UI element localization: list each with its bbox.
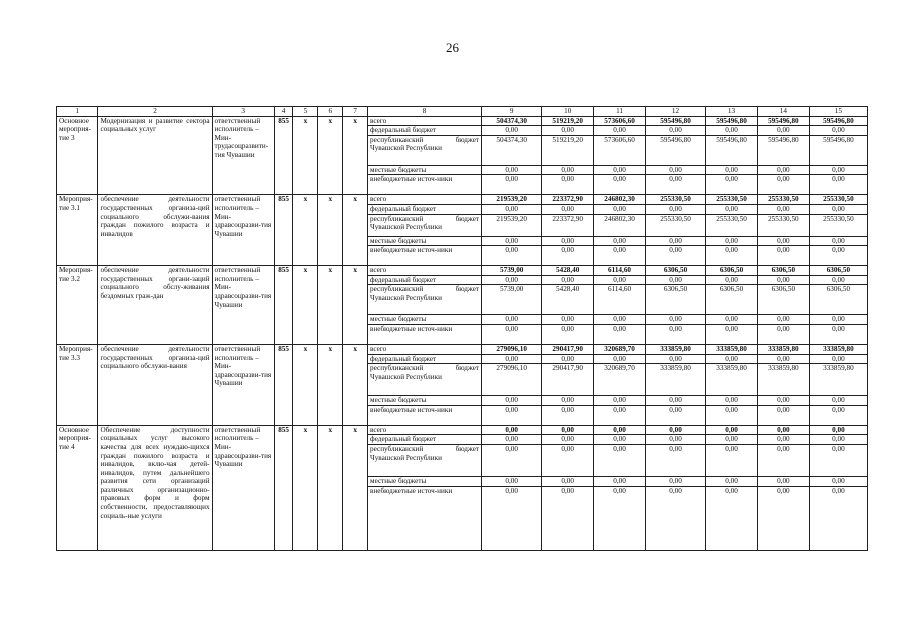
- value-cell: 333859,80: [757, 344, 809, 354]
- value-cell: 0,00: [757, 354, 809, 364]
- value-cell: 0,00: [706, 444, 758, 476]
- value-cell: 0,00: [542, 315, 594, 325]
- code-col-6: х: [318, 195, 343, 266]
- value-cell: 0,00: [542, 175, 594, 195]
- event-code: Мероприя-тие 3.3: [57, 344, 98, 425]
- value-cell: 0,00: [757, 476, 809, 486]
- event-code: Мероприя-тие 3.2: [57, 266, 98, 345]
- value-cell: 6306,50: [706, 266, 758, 276]
- header-cell-5: 5: [293, 107, 318, 117]
- value-cell: 0,00: [645, 175, 705, 195]
- value-cell: 290417,90: [542, 344, 594, 354]
- value-cell: 0,00: [542, 405, 594, 425]
- value-cell: 0,00: [482, 315, 542, 325]
- funding-source: республиканский бюджет Чувашской Республики: [368, 444, 482, 476]
- value-cell: 5428,40: [542, 285, 594, 315]
- value-cell: 0,00: [809, 396, 867, 406]
- funding-source: местные бюджеты: [368, 236, 482, 246]
- value-cell: 5739,00: [482, 285, 542, 315]
- funding-source: внебюджетные источ-ники: [368, 486, 482, 550]
- value-cell: 0,00: [645, 236, 705, 246]
- value-cell: 0,00: [757, 324, 809, 344]
- value-cell: 0,00: [542, 236, 594, 246]
- value-cell: 0,00: [594, 246, 646, 266]
- code-col-7: х: [343, 195, 368, 266]
- funding-source: федеральный бюджет: [368, 354, 482, 364]
- value-cell: 0,00: [809, 354, 867, 364]
- value-cell: 0,00: [757, 126, 809, 136]
- value-cell: 0,00: [482, 486, 542, 550]
- value-cell: 0,00: [809, 236, 867, 246]
- value-cell: 0,00: [594, 476, 646, 486]
- value-cell: 0,00: [645, 126, 705, 136]
- value-cell: 0,00: [706, 204, 758, 214]
- header-cell-2: 2: [98, 107, 212, 117]
- value-cell: 0,00: [482, 246, 542, 266]
- value-cell: 0,00: [645, 486, 705, 550]
- value-cell: 0,00: [706, 275, 758, 285]
- funding-source: всего: [368, 344, 482, 354]
- value-cell: 5739,00: [482, 266, 542, 276]
- value-cell: 0,00: [757, 435, 809, 445]
- value-cell: 0,00: [482, 425, 542, 435]
- value-cell: 0,00: [594, 425, 646, 435]
- value-cell: 504374,30: [482, 135, 542, 165]
- value-cell: 0,00: [706, 315, 758, 325]
- value-cell: 0,00: [482, 165, 542, 175]
- header-cell-6: 6: [318, 107, 343, 117]
- value-cell: 6306,50: [809, 285, 867, 315]
- table-row: [57, 425, 868, 435]
- header-cell-10: 10: [542, 107, 594, 117]
- value-cell: 595496,80: [757, 116, 809, 126]
- value-cell: 0,00: [757, 204, 809, 214]
- event-code: Основное мероприя-тие 4: [57, 425, 98, 550]
- header-row: [57, 107, 868, 117]
- value-cell: 0,00: [645, 165, 705, 175]
- value-cell: 255330,50: [757, 214, 809, 236]
- value-cell: 6306,50: [757, 266, 809, 276]
- value-cell: 333859,80: [706, 344, 758, 354]
- funding-source: местные бюджеты: [368, 165, 482, 175]
- event-name: обеспечение деятельности государственных организа-ций социального обслужи-вания граждан пожилого возраста и инвалидов: [98, 195, 212, 266]
- value-cell: 6306,50: [645, 266, 705, 276]
- value-cell: 0,00: [809, 204, 867, 214]
- budget-code: 855: [274, 266, 293, 345]
- value-cell: 0,00: [542, 444, 594, 476]
- value-cell: 0,00: [594, 275, 646, 285]
- value-cell: 519219,20: [542, 116, 594, 126]
- funding-source: республиканский бюджет Чувашской Республики: [368, 364, 482, 396]
- value-cell: 0,00: [594, 315, 646, 325]
- value-cell: 0,00: [482, 204, 542, 214]
- executor: ответственный исполнитель – Мин-здравсоцразви-тия Чувашии: [212, 344, 274, 425]
- code-col-7: х: [343, 116, 368, 195]
- value-cell: 0,00: [809, 175, 867, 195]
- table-row: [57, 344, 868, 354]
- executor: ответственный исполнитель – Мин-здравсоцразви-тия Чувашии: [212, 195, 274, 266]
- table-row: [57, 116, 868, 126]
- value-cell: 255330,50: [706, 214, 758, 236]
- value-cell: 0,00: [809, 444, 867, 476]
- header-cell-9: 9: [482, 107, 542, 117]
- value-cell: 255330,50: [706, 195, 758, 205]
- value-cell: 6114,60: [594, 285, 646, 315]
- value-cell: 0,00: [542, 476, 594, 486]
- value-cell: 0,00: [645, 354, 705, 364]
- value-cell: 0,00: [645, 444, 705, 476]
- value-cell: 0,00: [594, 435, 646, 445]
- value-cell: 0,00: [542, 275, 594, 285]
- funding-source: внебюджетные источ-ники: [368, 405, 482, 425]
- value-cell: 6306,50: [645, 285, 705, 315]
- value-cell: 0,00: [809, 405, 867, 425]
- code-col-7: х: [343, 425, 368, 550]
- header-cell-14: 14: [757, 107, 809, 117]
- value-cell: 0,00: [482, 405, 542, 425]
- value-cell: 0,00: [645, 204, 705, 214]
- value-cell: 0,00: [542, 354, 594, 364]
- value-cell: 0,00: [757, 175, 809, 195]
- value-cell: 0,00: [645, 246, 705, 266]
- value-cell: 0,00: [542, 246, 594, 266]
- value-cell: 0,00: [594, 165, 646, 175]
- value-cell: 595496,80: [706, 116, 758, 126]
- funding-source: внебюджетные источ-ники: [368, 324, 482, 344]
- event-name: Обеспечение доступности социальных услуг высокого качества для всех нуждаю-щихся граждан пожилого возраста и инвалидов, вклю-чая детей-инвалидов, путем дальнейшего развития сети организаций различных организационно-правовых форм и форм собственности, предоставляющих социаль-ные услуги: [98, 425, 212, 550]
- value-cell: 0,00: [809, 246, 867, 266]
- value-cell: 0,00: [594, 236, 646, 246]
- value-cell: 255330,50: [645, 214, 705, 236]
- value-cell: 519219,20: [542, 135, 594, 165]
- value-cell: 219539,20: [482, 214, 542, 236]
- executor: ответственный исполнитель – Мин-здравсоцразви-тия Чувашии: [212, 425, 274, 550]
- value-cell: 0,00: [706, 405, 758, 425]
- code-col-5: х: [293, 195, 318, 266]
- header-cell-4: 4: [274, 107, 293, 117]
- value-cell: 255330,50: [645, 195, 705, 205]
- value-cell: 504374,30: [482, 116, 542, 126]
- value-cell: 333859,80: [706, 364, 758, 396]
- value-cell: 6306,50: [706, 285, 758, 315]
- value-cell: 0,00: [594, 405, 646, 425]
- value-cell: 0,00: [542, 396, 594, 406]
- event-name: обеспечение деятельности государственных органи-заций социального обслу-живания бездомных граж-дан: [98, 266, 212, 345]
- budget-code: 855: [274, 425, 293, 550]
- table-row: [57, 195, 868, 205]
- header-cell-13: 13: [706, 107, 758, 117]
- value-cell: 0,00: [594, 486, 646, 550]
- value-cell: 0,00: [706, 236, 758, 246]
- value-cell: 0,00: [542, 126, 594, 136]
- value-cell: 0,00: [757, 315, 809, 325]
- value-cell: 255330,50: [757, 195, 809, 205]
- value-cell: 0,00: [542, 486, 594, 550]
- code-col-6: х: [318, 344, 343, 425]
- value-cell: 0,00: [482, 175, 542, 195]
- value-cell: 0,00: [706, 246, 758, 266]
- value-cell: 320689,70: [594, 344, 646, 354]
- value-cell: 0,00: [645, 476, 705, 486]
- value-cell: 0,00: [809, 425, 867, 435]
- value-cell: 219539,20: [482, 195, 542, 205]
- code-col-6: х: [318, 266, 343, 345]
- budget-code: 855: [274, 344, 293, 425]
- funding-source: всего: [368, 195, 482, 205]
- value-cell: 0,00: [482, 275, 542, 285]
- value-cell: 0,00: [757, 486, 809, 550]
- value-cell: 595496,80: [809, 116, 867, 126]
- event-code: Мероприя-тие 3.1: [57, 195, 98, 266]
- funding-source: федеральный бюджет: [368, 435, 482, 445]
- value-cell: 0,00: [542, 425, 594, 435]
- value-cell: 0,00: [706, 354, 758, 364]
- value-cell: 6306,50: [809, 266, 867, 276]
- funding-source: федеральный бюджет: [368, 126, 482, 136]
- value-cell: 279096,10: [482, 344, 542, 354]
- value-cell: 0,00: [482, 444, 542, 476]
- value-cell: 333859,80: [757, 364, 809, 396]
- value-cell: 0,00: [542, 435, 594, 445]
- funding-source: всего: [368, 425, 482, 435]
- value-cell: 0,00: [809, 486, 867, 550]
- executor: ответственный исполнитель – Мин-трудасоцразвити-тия Чувашии: [212, 116, 274, 195]
- event-name: Модернизация и развитие сектора социальных услуг: [98, 116, 212, 195]
- value-cell: 0,00: [542, 165, 594, 175]
- page-number: 26: [446, 40, 459, 55]
- budget-code: 855: [274, 195, 293, 266]
- event-name: обеспечение деятельности государственных организа-ций социального обслужи-вания: [98, 344, 212, 425]
- value-cell: 0,00: [706, 476, 758, 486]
- code-col-5: х: [293, 344, 318, 425]
- value-cell: 0,00: [645, 275, 705, 285]
- code-col-7: х: [343, 266, 368, 345]
- value-cell: 0,00: [706, 435, 758, 445]
- value-cell: 0,00: [706, 396, 758, 406]
- value-cell: 0,00: [809, 435, 867, 445]
- funding-source: внебюджетные источ-ники: [368, 175, 482, 195]
- value-cell: 0,00: [594, 354, 646, 364]
- value-cell: 6306,50: [757, 285, 809, 315]
- value-cell: 0,00: [757, 275, 809, 285]
- header-cell-11: 11: [594, 107, 646, 117]
- value-cell: 333859,80: [645, 364, 705, 396]
- value-cell: 0,00: [757, 425, 809, 435]
- value-cell: 333859,80: [809, 364, 867, 396]
- value-cell: 0,00: [757, 444, 809, 476]
- value-cell: 0,00: [482, 435, 542, 445]
- funding-source: республиканский бюджет Чувашской Республики: [368, 285, 482, 315]
- value-cell: 0,00: [542, 204, 594, 214]
- funding-source: всего: [368, 116, 482, 126]
- program-funding-table: [56, 106, 868, 551]
- value-cell: 0,00: [594, 175, 646, 195]
- value-cell: 333859,80: [645, 344, 705, 354]
- header-cell-1: 1: [57, 107, 98, 117]
- funding-source: федеральный бюджет: [368, 204, 482, 214]
- value-cell: 223372,90: [542, 214, 594, 236]
- value-cell: 0,00: [757, 396, 809, 406]
- value-cell: 0,00: [757, 165, 809, 175]
- value-cell: 0,00: [706, 175, 758, 195]
- value-cell: 0,00: [482, 126, 542, 136]
- value-cell: 0,00: [809, 275, 867, 285]
- value-cell: 0,00: [594, 204, 646, 214]
- value-cell: 0,00: [542, 324, 594, 344]
- value-cell: 0,00: [645, 425, 705, 435]
- code-col-5: х: [293, 425, 318, 550]
- value-cell: 0,00: [482, 354, 542, 364]
- value-cell: 0,00: [482, 476, 542, 486]
- value-cell: 0,00: [482, 324, 542, 344]
- value-cell: 0,00: [757, 236, 809, 246]
- value-cell: 0,00: [706, 425, 758, 435]
- value-cell: 0,00: [706, 165, 758, 175]
- header-cell-8: 8: [368, 107, 482, 117]
- code-col-7: х: [343, 344, 368, 425]
- budget-code: 855: [274, 116, 293, 195]
- value-cell: 333859,80: [809, 344, 867, 354]
- header-cell-3: 3: [212, 107, 274, 117]
- funding-source: всего: [368, 266, 482, 276]
- value-cell: 573606,60: [594, 135, 646, 165]
- funding-source: федеральный бюджет: [368, 275, 482, 285]
- funding-source: местные бюджеты: [368, 315, 482, 325]
- value-cell: 0,00: [645, 324, 705, 344]
- value-cell: 320689,70: [594, 364, 646, 396]
- header-cell-7: 7: [343, 107, 368, 117]
- value-cell: 6114,60: [594, 266, 646, 276]
- value-cell: 279096,10: [482, 364, 542, 396]
- value-cell: 0,00: [594, 126, 646, 136]
- value-cell: 595496,80: [809, 135, 867, 165]
- value-cell: 595496,80: [645, 116, 705, 126]
- funding-source: республиканский бюджет Чувашской Республики: [368, 135, 482, 165]
- value-cell: 0,00: [757, 405, 809, 425]
- header-cell-15: 15: [809, 107, 867, 117]
- executor: ответственный исполнитель – Мин-здравсоцразви-тия Чувашии: [212, 266, 274, 345]
- value-cell: 595496,80: [706, 135, 758, 165]
- value-cell: 290417,90: [542, 364, 594, 396]
- value-cell: 0,00: [645, 315, 705, 325]
- value-cell: 5428,40: [542, 266, 594, 276]
- value-cell: 0,00: [482, 236, 542, 246]
- value-cell: 246802,30: [594, 195, 646, 205]
- value-cell: 0,00: [809, 476, 867, 486]
- value-cell: 255330,50: [809, 214, 867, 236]
- funding-source: местные бюджеты: [368, 476, 482, 486]
- value-cell: 0,00: [809, 315, 867, 325]
- value-cell: 0,00: [594, 444, 646, 476]
- value-cell: 0,00: [757, 246, 809, 266]
- value-cell: 573606,60: [594, 116, 646, 126]
- value-cell: 246802,30: [594, 214, 646, 236]
- code-col-6: х: [318, 116, 343, 195]
- funding-source: местные бюджеты: [368, 396, 482, 406]
- funding-source: республиканский бюджет Чувашской Республики: [368, 214, 482, 236]
- value-cell: 0,00: [645, 435, 705, 445]
- value-cell: 595496,80: [757, 135, 809, 165]
- value-cell: 223372,90: [542, 195, 594, 205]
- value-cell: 0,00: [809, 126, 867, 136]
- value-cell: 0,00: [594, 396, 646, 406]
- code-col-6: х: [318, 425, 343, 550]
- value-cell: 0,00: [482, 396, 542, 406]
- value-cell: 0,00: [645, 405, 705, 425]
- value-cell: 255330,50: [809, 195, 867, 205]
- funding-source: внебюджетные источ-ники: [368, 246, 482, 266]
- event-code: Основное мероприя-тие 3: [57, 116, 98, 195]
- value-cell: 0,00: [809, 165, 867, 175]
- code-col-5: х: [293, 266, 318, 345]
- value-cell: 595496,80: [645, 135, 705, 165]
- value-cell: 0,00: [706, 486, 758, 550]
- value-cell: 0,00: [809, 324, 867, 344]
- value-cell: 0,00: [594, 324, 646, 344]
- code-col-5: х: [293, 116, 318, 195]
- header-cell-12: 12: [645, 107, 705, 117]
- value-cell: 0,00: [706, 324, 758, 344]
- table-row: [57, 266, 868, 276]
- value-cell: 0,00: [706, 126, 758, 136]
- value-cell: 0,00: [645, 396, 705, 406]
